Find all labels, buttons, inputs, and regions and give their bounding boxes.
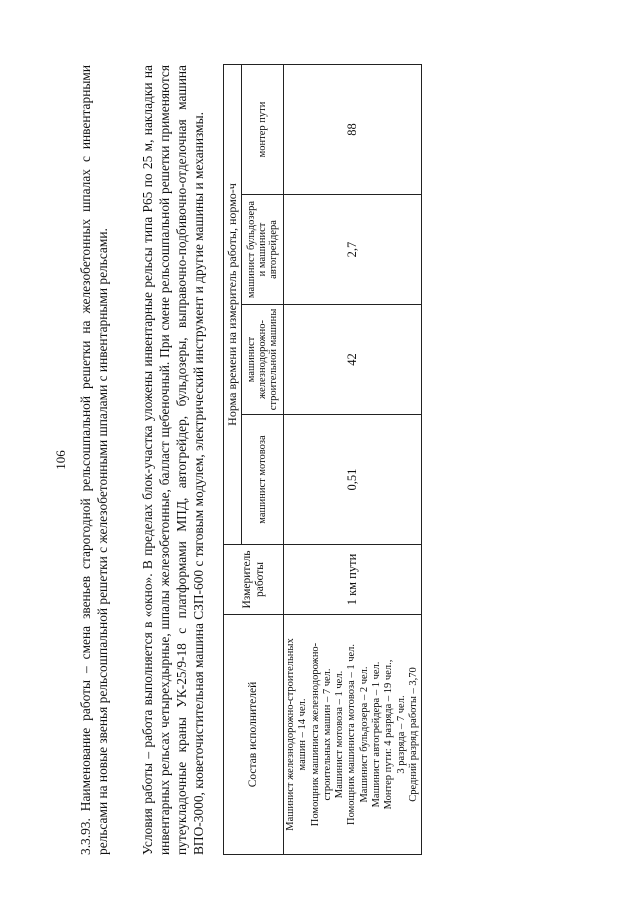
composition-line: Машинист автогрейдера – 1 чел. [371, 661, 383, 808]
norm-header: Норма времени на измеритель работы, нормо-ч [224, 64, 242, 544]
subheader-track-worker: монтер пути [242, 64, 284, 194]
composition-line: строительных машин – 7 чел. [321, 668, 333, 801]
composition-line: 3 разряда – 7 чел. [395, 695, 407, 774]
composition-line: Помощник машиниста мотовоза – 1 чел. [346, 644, 358, 825]
work-title-paragraph: 3.3.93. Наименование работы – смена звеньев старогодной рельсошпальной решетки на железобетонных шпалах с инвентарными рельсами на новые звенья рельсошпальной решетки с железобетонными шпалами с инвентарными рельсами. [78, 65, 110, 855]
subheader-locomotive-driver: машинист мотовоза [242, 415, 284, 545]
composition-line: Средний разряд работы – 3,70 [407, 667, 419, 802]
composition-line: Машинист мотовоза – 1 чел. [334, 670, 346, 799]
composition-line: Монтер пути: 4 разряда – 19 чел., [383, 659, 395, 810]
work-conditions-paragraph: Условия работы – работа выполняется в «окно». В пределах блок-участка уложены инвентарные рельсы типа Р65 по 25 м, накладки на инвентарных рельсах четырехдырные, шпалы железобетонные, балласт щебеночный. При смене рельсошпальной решетки применяются путеукладочные краны УК-25/9-18 с платформами МПД, автогрейдер, бульдозеры, выправочно-подбивочно-отделочная машина ВПО-3000, кюветочистительная машина СЗП-600 с тяговым модулем, электрический инструмент и другие машины и механизмы. [140, 65, 206, 855]
value-track-worker: 88 [284, 64, 422, 194]
subheader-bulldozer-driver: машинист бульдозера и машинист автогрейдера [242, 195, 284, 305]
composition-line: машин – 14 чел. [297, 698, 309, 771]
composition-cell [284, 615, 422, 855]
composition-line: Машинист бульдозера – 2 чел. [358, 666, 370, 803]
composition-header: Состав исполнителей [224, 615, 284, 855]
value-bulldozer-driver: 2,7 [284, 195, 422, 305]
norm-table [223, 64, 422, 855]
value-locomotive-driver: 0,51 [284, 415, 422, 545]
page-number: 106 [53, 450, 68, 470]
unit-cell: 1 км пути [284, 545, 422, 615]
composition-line: Помощник машиниста железнодорожно- [309, 642, 321, 827]
unit-header: Измеритель работы [224, 545, 284, 615]
value-machine-driver: 42 [284, 305, 422, 415]
composition-line: Машинист железнодорожно-строительных [285, 638, 296, 831]
subheader-machine-driver: машинист железнодорожно-строительной машины [242, 305, 284, 415]
rotated-page [45, 65, 419, 855]
